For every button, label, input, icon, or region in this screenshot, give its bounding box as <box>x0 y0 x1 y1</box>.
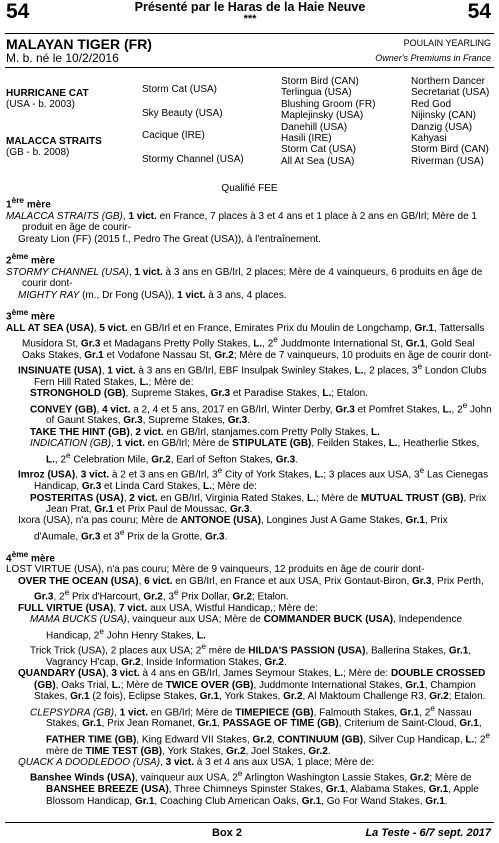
pedigree-gen3-item: Blushing Groom (FR) <box>281 98 376 110</box>
mere4-paragraph: MAMA BUCKS (USA), vainqueur aux USA; Mère de COMMANDER BUCK (USA), Independence Handicap, 2e John Henry Stakes, L. <box>30 614 463 641</box>
pedigree-gen4-item: Red God <box>411 98 452 110</box>
lot-number-right: 54 <box>467 0 491 23</box>
horse-description: M. b. né le 10/2/2016 <box>6 51 119 65</box>
mere3-paragraph: POSTERITAS (USA), 2 vict. en GB/Irl, Virginia Rated Stakes, L.; Mère de MUTUAL TRUST (GB), Prix Jean Prat, Gr.1 et Prix Paul de Moussac, Gr.3. <box>30 492 487 515</box>
mere3-paragraph: CONVEY (GB), 4 vict. a 2, 4 et 5 ans, 2017 en GB/Irl, Winter Derby, Gr.3 et Pomfret Stakes, L., 2e John of Gaunt Stakes, Gr.3, Supreme Stakes, Gr.3. <box>30 399 492 427</box>
dam-name: MALACCA STRAITS <box>6 136 102 147</box>
pedigree-gen4-item: Danzig (USA) <box>411 121 473 133</box>
mere1-paragraph: Greaty Lion (FF) (2015 f., Pedro The Great (USA)), à l'entraînement. <box>18 233 321 245</box>
sire-name: HURRICANE CAT <box>6 88 89 99</box>
sire-info: (USA - b. 2003) <box>6 99 75 111</box>
pedigree-gen4-item: Northern Dancer <box>411 76 485 87</box>
pedigree-gen2-item: Storm Cat (USA) <box>142 84 218 95</box>
mere3-paragraph: STRONGHOLD (GB), Supreme Stakes, Gr.3 et Paradise Stakes, L.; Etalon. <box>30 388 368 400</box>
mere2-paragraph: MIGHTY RAY (m., Dr Fong (USA)), 1 vict. à 3 ans, 4 places. <box>18 289 287 301</box>
mere4-paragraph: LOST VIRTUE (USA), n'a pas couru; Mère de 9 vainqueurs, 12 produits en âge de courir dont- <box>6 564 425 576</box>
mere4-paragraph: QUACK A DOODLEDOO (USA), 3 vict. à 3 et 4 ans aux USA, 1 place; Mère de: <box>18 756 375 768</box>
pedigree-gen3-item: All At Sea (USA) <box>281 155 355 167</box>
dam-info: (GB - b. 2008) <box>6 147 70 159</box>
owners-premium: Owner's Premiums in France <box>375 53 491 63</box>
page-header <box>80 0 420 24</box>
pedigree-gen3-item: Maplejinsky (USA) <box>281 110 364 122</box>
pedigree-gen3-list <box>281 76 375 167</box>
pedigree-gen3-item: Terlingua (USA) <box>281 87 352 99</box>
mere3-paragraph: INSINUATE (USA), 1 vict. à 3 ans en GB/Irl, EBF Insulpak Swinley Stakes, L., 2 places, 3e London Clubs Fern Hill Rated Stakes, L.; Mère de: <box>18 361 487 388</box>
dam-line-text <box>6 195 493 807</box>
mere3-paragraph: Imroz (USA), 3 vict. à 2 et 3 ans en GB/Irl, 3e City of York Stakes, L.; 3 places aux USA, 3e Las Cienegas Handicap, Gr.3 et Linda Card Stakes, L.; Mère de: <box>18 465 489 493</box>
pedigree-gen3-item: Danehill (USA) <box>281 121 348 133</box>
pedigree-gen2-item: Sky Beauty (USA) <box>142 108 223 119</box>
pedigree-gen4-list <box>411 76 489 167</box>
pedigree-gen2-item: Stormy Channel (USA) <box>142 154 244 165</box>
mere4-paragraph: OVER THE OCEAN (USA), 6 vict. en GB/Irl, en France et aux USA, Prix Gontaut-Biron, Gr.3, Prix Perth, Gr.3, 2e Prix d'Harcourt, Gr.2, 3e Prix Dollar, Gr.2; Etalon. <box>18 575 484 603</box>
presented-by: Présenté par le Haras de la Haie Neuve <box>134 0 366 14</box>
pedigree-gen4-item: Secretariat (USA) <box>411 87 490 99</box>
pedigree-gen4-item: Kahyasi <box>411 133 447 145</box>
mere4-paragraph: FULL VIRTUE (USA), 7 vict. aux USA, Wistful Handicap,; Mère de: <box>18 602 318 614</box>
qualification: Qualifié FEE <box>221 183 278 194</box>
pedigree-dam <box>6 136 102 159</box>
mere4-paragraph: Trick Trick (USA), 2 places aux USA; 2e mère de HILDA'S PASSION (USA), Ballerina Stakes, Gr.1, Vagrancy H'cap, Gr.2, Inside Information Stakes, Gr.2. <box>30 641 472 669</box>
pedigree-gen2-item: Cacique (IRE) <box>142 130 205 141</box>
header-stars: *** <box>243 13 257 25</box>
mere3-paragraph: ALL AT SEA (USA), 5 vict. en GB/Irl et en France, Emirates Prix du Moulin de Longchamp, Gr.1, Tattersalls Musidora St, Gr.3 et Madagans Pretty Polly Stakes, L., 2e Juddmonte International St, Gr.1, Gold Seal Oaks Stakes, Gr.1 et Vodafone Nassau St, Gr.2; Mère de 7 vainqueurs, 10 produits en âge de courir dont- <box>6 322 492 361</box>
pedigree-gen3-item: Storm Cat (USA) <box>281 144 357 156</box>
header-divider <box>5 33 494 34</box>
mere2-paragraph: STORMY CHANNEL (USA), 1 vict. à 3 ans en GB/Irl, 2 places; Mère de 4 vainqueurs, 6 produits en âge de courir dont- <box>6 266 483 290</box>
mere4-paragraph: QUANDARY (USA), 3 vict. à 4 ans en GB/Irl, James Seymour Stakes, L.; Mère de: DOUBLE CROSSED (GB), Oaks Trial, L.; Mère de TWICE OVER (GB), Juddmonte International Stakes, Gr.1, Champion Stakes, Gr.1 (2 fois), Eclipse Stakes, Gr.1, York Stakes, Gr.2, Al Maktoum Challenge R3, Gr.2; Etalon. <box>18 668 486 703</box>
lot-number-left: 54 <box>6 0 30 23</box>
pedigree-gen4-item: Riverman (USA) <box>411 155 484 167</box>
pedigree-gen3-item: Hasili (IRE) <box>281 133 332 145</box>
horse-name: MALAYAN TIGER (FR) <box>6 36 152 52</box>
mere2-title: 2ème mère <box>6 250 55 267</box>
footer-date: La Teste - 6/7 sept. 2017 <box>365 827 491 839</box>
footer-divider <box>5 822 494 823</box>
mere3-paragraph: Ixora (USA), n'a pas couru; Mère de ANTONOE (USA), Longines Just A Game Stakes, Gr.1, Prix d'Aumale, Gr.3 et 3e Prix de la Grotte, Gr.3. <box>18 515 448 543</box>
mere1-title: 1ère mère <box>6 195 51 211</box>
mere4-paragraph: Banshee Winds (USA), vainqueur aux USA, 2e Arlington Washington Lassie Stakes, Gr.2; Mère de BANSHEE BREEZE (USA), Three Chimneys Spinster Stakes, Gr.1, Alabama Stakes, Gr.1, Apple Blossom Handicap, Gr.1, Coaching Club American Oaks, Gr.1, Go For Wand Stakes, Gr.1. <box>30 768 479 807</box>
mere4-title: 4ème mère <box>6 548 55 564</box>
pedigree-sire <box>6 88 89 111</box>
mere1-paragraph: MALACCA STRAITS (GB), 1 vict. en France, 7 places à 3 et 4 ans et 1 place à 2 ans en GB/Irl; Mère de 1 produit en âge de courir- <box>6 210 477 234</box>
pedigree-gen4-item: Storm Bird (CAN) <box>411 144 489 156</box>
pedigree-divider <box>5 67 494 68</box>
pedigree-gen4-item: Nijinsky (CAN) <box>411 110 476 122</box>
mere4-paragraph: CLEPSYDRA (GB), 1 vict. en GB/Irl; Mère de TIMEPIECE (GB), Falmouth Stakes, Gr.1, 2e Nassau Stakes, Gr.1, Prix Jean Romanet, Gr.1, PASSAGE OF TIME (GB), Criterium de Saint-Cloud, Gr.1, FATHER TIME (GB), King Edward VII Stakes, Gr.2, CONTINUUM (GB), Silver Cup Handicap, L.; 2e mère de TIME TEST (GB), York Stakes, Gr.2, Joel Stakes, Gr.2. <box>30 702 491 757</box>
mere3-paragraph: TAKE THE HINT (GB), 2 vict. en GB/Irl, stanjames.com Pretty Polly Stakes, L. <box>30 426 380 438</box>
footer-box: Box 2 <box>212 827 242 839</box>
mere3-paragraph: INDICATION (GB), 1 vict. en GB/Irl; Mère de STIPULATE (GB), Feilden Stakes, L., Heatherlie Stkes, L., 2e Celebration Mile, Gr.2, Earl of Sefton Stakes, Gr.3. <box>30 438 480 466</box>
mere3-title: 3ème mère <box>6 306 55 323</box>
horse-category: POULAIN YEARLING <box>403 38 491 48</box>
pedigree-gen3-item: Storm Bird (CAN) <box>281 76 359 87</box>
